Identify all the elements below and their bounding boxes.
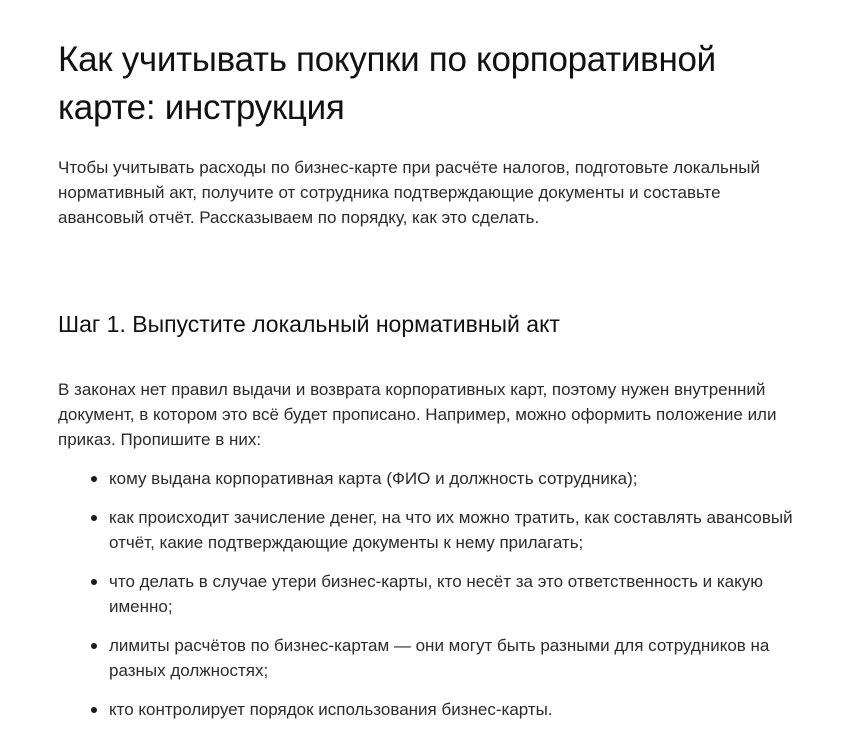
step-1-heading: Шаг 1. Выпустите локальный нормативный акт <box>58 311 560 337</box>
bullet-dot-icon <box>91 579 97 585</box>
list-item-text: что делать в случае утери бизнес-карты, кто несёт за это ответственность и какую именно; <box>109 572 764 616</box>
list-item-text: лимиты расчётов по бизнес-картам — они могут быть разными для сотрудников на разных должностях; <box>109 636 770 680</box>
article-lead: Чтобы учитывать расходы по бизнес-карте при расчёте налогов, подготовьте локальный нормативный акт, получите от сотрудника подтверждающие документы и составьте авансовый отчёт. Рассказываем по порядку, как это сделать. <box>58 158 760 227</box>
list-item <box>58 697 799 722</box>
list-item <box>58 505 799 555</box>
list-item-text: как происходит зачисление денег, на что их можно тратить, как составлять авансовый отчёт, какие подтверждающие документы к нему прилагать; <box>109 508 793 552</box>
list-item <box>58 466 799 491</box>
bullet-dot-icon <box>91 515 97 521</box>
list-item-text: кому выдана корпоративная карта (ФИО и должность сотрудника); <box>109 469 638 488</box>
list-item <box>58 569 799 619</box>
article-title: Как учитывать покупки по корпоративной карте: инструкция <box>58 40 716 127</box>
step-1-paragraph: В законах нет правил выдачи и возврата корпоративных карт, поэтому нужен внутренний документ, в котором это всё будет прописано. Например, можно оформить положение или приказ. Пропишите в них: <box>58 380 777 449</box>
bullet-dot-icon <box>91 643 97 649</box>
list-item-text: кто контролирует порядок использования бизнес-карты. <box>109 700 553 719</box>
step-1-bullet-list <box>58 466 812 722</box>
list-item <box>58 633 799 683</box>
bullet-dot-icon <box>91 476 97 482</box>
bullet-dot-icon <box>91 707 97 713</box>
